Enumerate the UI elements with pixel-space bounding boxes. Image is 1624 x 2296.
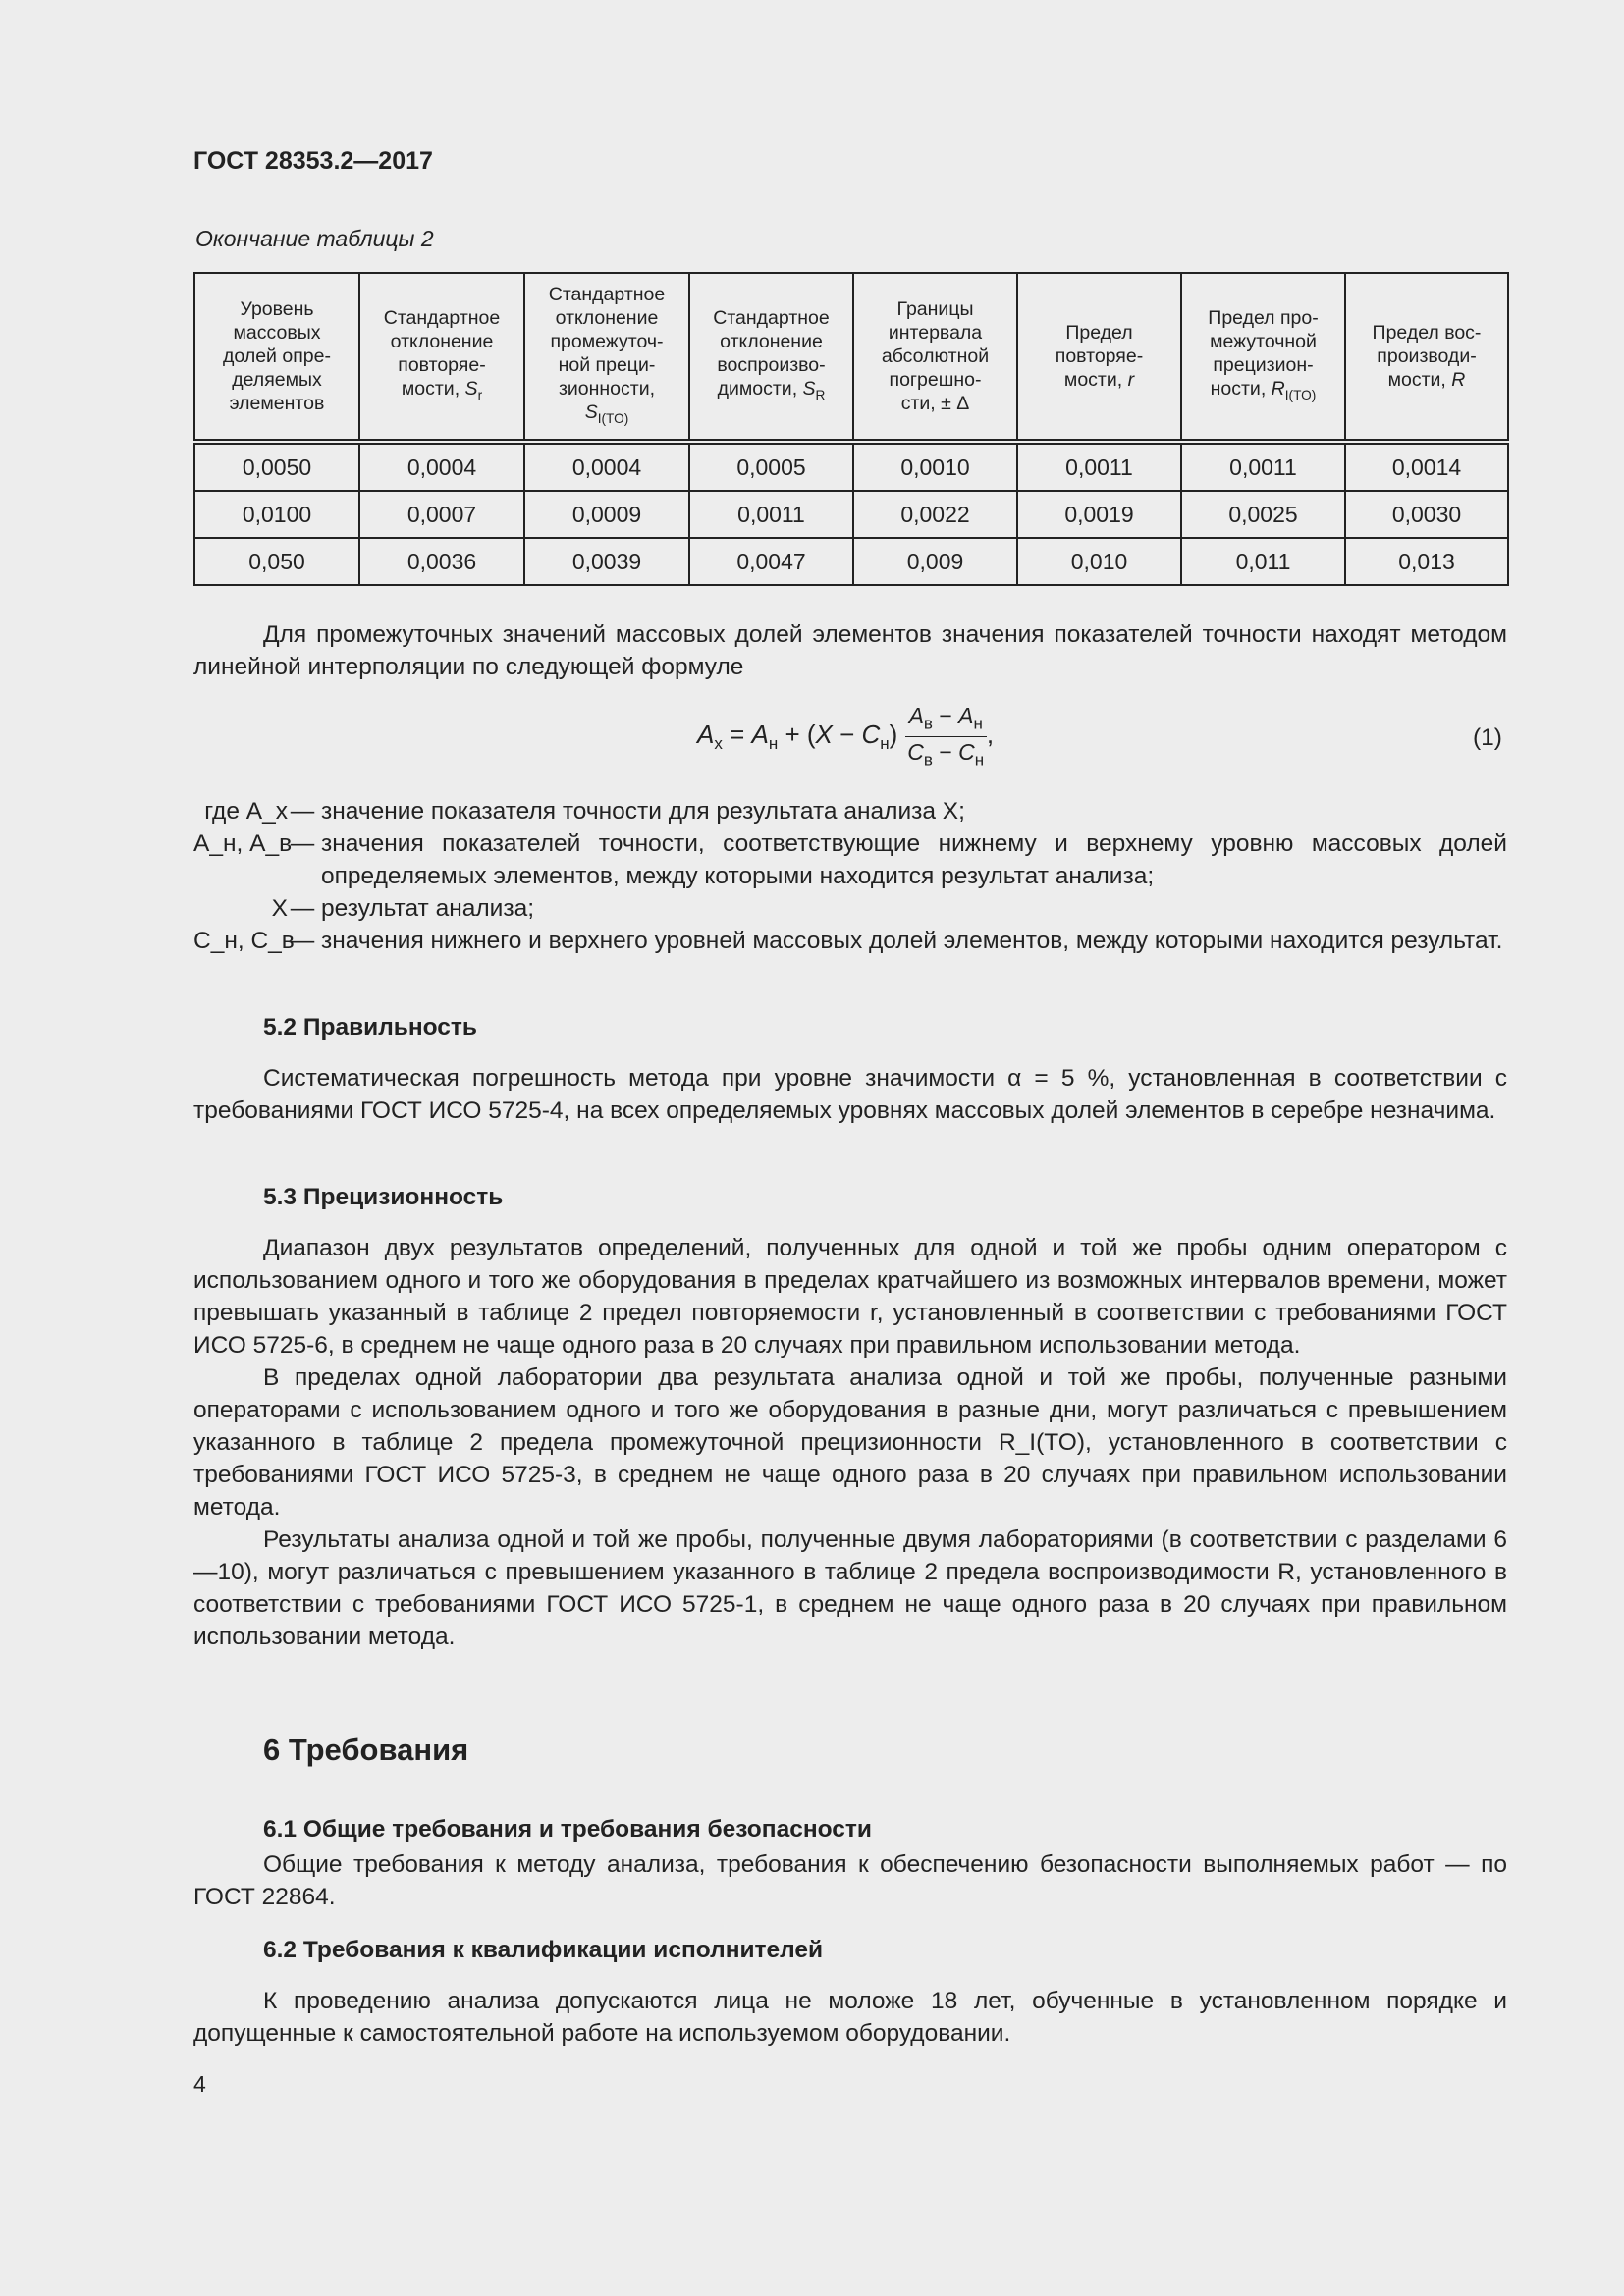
table-cell: 0,011 — [1181, 538, 1345, 585]
intro-paragraph: Для промежуточных значений массовых долей элементов значения показателей точности находят методом линейной интерполяции по следующей формуле — [193, 621, 1507, 680]
precision-table — [193, 272, 1509, 586]
table-cell: 0,0036 — [359, 538, 524, 585]
col-header-level: Уровень массовых долей опре- деляемых элементов — [194, 273, 359, 442]
table-cell: 0,050 — [194, 538, 359, 585]
where-symbol: X — [271, 895, 288, 922]
col-header-sito: Стандартное отклонение промежуточ- ной преци- зионности, $S_{I(TO)}$ — [524, 273, 689, 442]
table-row — [194, 491, 1508, 538]
table-cell: 0,0100 — [194, 491, 359, 538]
section-6-1-text: Общие требования к методу анализа, требования к обеспечению безопасности выполняемых работ — по ГОСТ 22864. — [193, 1851, 1507, 1910]
table-row — [194, 442, 1508, 491]
table-cell: 0,0014 — [1345, 442, 1508, 491]
section-5-3-heading: 5.3 Прецизионность — [263, 1184, 504, 1210]
table-cell: 0,0007 — [359, 491, 524, 538]
col-header-r: Предел повторяе- мости, r — [1017, 273, 1181, 442]
table-cell: 0,0019 — [1017, 491, 1181, 538]
table-cell: 0,0039 — [524, 538, 689, 585]
where-item: где A_x — значение показателя точности для результата анализа X; — [193, 795, 1507, 828]
table-cell: 0,0011 — [689, 491, 853, 538]
table-row — [194, 538, 1508, 585]
formula-fraction: $\frac{A_в - A_н}{C_в - C_н}$ — [905, 703, 987, 770]
table-cell: 0,0005 — [689, 442, 853, 491]
where-list — [193, 795, 1507, 957]
section-5-3-p2: В пределах одной лаборатории два результата анализа одной и той же пробы, полученные разными операторами с использованием одного и того же оборудования в разные дни, могут различаться с превышением указанного в таблице 2 предела промежуточной прецизионности R_I(TO), установленного в соответствии с требованиями ГОСТ ИСО 5725-3, в среднем не чаще одного раза в 20 случаях при правильном использовании метода. — [193, 1364, 1507, 1521]
table-cell: 0,0011 — [1181, 442, 1345, 491]
section-5-3-p1: Диапазон двух результатов определений, полученных для одной и той же пробы одним оператором с использованием одного и того же оборудования в пределах кратчайшего из возможных интервалов времени, может превышать указанный в таблице 2 предел повторяемости r, установленный в соответствии с требованиями ГОСТ ИСО 5725-6, в среднем не чаще одного раза в 20 случаях при правильном использовании метода. — [193, 1235, 1507, 1359]
where-item: X — результат анализа; — [193, 892, 1507, 925]
table-cell: 0,0009 — [524, 491, 689, 538]
table-cell: 0,009 — [853, 538, 1017, 585]
table-cell: 0,0022 — [853, 491, 1017, 538]
table-cell: 0,013 — [1345, 538, 1508, 585]
table-cell: 0,0011 — [1017, 442, 1181, 491]
table-caption: Окончание таблицы 2 — [195, 226, 434, 251]
where-text: значения показателей точности, соответствующие нижнему и верхнему уровню массовых долей определяемых элементов, между которыми находится результат анализа; — [321, 830, 1507, 889]
table-header-row — [194, 273, 1508, 442]
table-cell: 0,0030 — [1345, 491, 1508, 538]
where-item: A_н, A_в — значения показателей точности, соответствующие нижнему и верхнему уровню массовых долей определяемых элементов, между которыми находится результат анализа; — [193, 828, 1507, 892]
col-header-sr: Стандартное отклонение повторяе- мости, $S_r$ — [359, 273, 524, 442]
where-symbol: где A_x — [204, 798, 288, 825]
section-6-2-text: К проведению анализа допускаются лица не моложе 18 лет, обученные в установленном порядке и допущенные к самостоятельной работе на используемом оборудовании. — [193, 1988, 1507, 2047]
table-cell: 0,0004 — [524, 442, 689, 491]
where-symbol: C_н, C_в — [193, 928, 295, 954]
col-header-rito: Предел про- межуточной прецизион- ности, $R_{I(TO)}$ — [1181, 273, 1345, 442]
table-cell: 0,0025 — [1181, 491, 1345, 538]
table-cell: 0,0047 — [689, 538, 853, 585]
section-5-2-text: Систематическая погрешность метода при уровне значимости α = 5 %, установленная в соответствии с требованиями ГОСТ ИСО 5725-4, на всех определяемых уровнях массовых долей элементов в серебре незначима. — [193, 1065, 1507, 1124]
section-5-3-p3: Результаты анализа одной и той же пробы, полученные двумя лабораториями (в соответствии с разделами 6—10), могут различаться с превышением указанного в таблице 2 предела воспроизводимости R, установленного в соответствии с требованиями ГОСТ ИСО 5725-1, в среднем не чаще одного раза в 20 случаях при правильном использовании метода. — [193, 1526, 1507, 1650]
where-text: результат анализа; — [321, 895, 535, 922]
col-header-R: Предел вос- производи- мости, R — [1345, 273, 1508, 442]
section-6-heading: 6 Требования — [263, 1733, 469, 1767]
standard-id: ГОСТ 28353.2—2017 — [193, 147, 433, 175]
where-text: значение показателя точности для результата анализа X; — [321, 798, 965, 825]
where-text: значения нижнего и верхнего уровней массовых долей элементов, между которыми находится результат. — [321, 928, 1503, 954]
col-header-delta: Границы интервала абсолютной погрешно- сти, ± Δ — [853, 273, 1017, 442]
interpolation-formula: $A_x = A_н + (X - C_н)$ $\frac{A_в - A_н}{C_в - C_н}$ , — [697, 703, 995, 770]
section-6-2-heading: 6.2 Требования к квалификации исполнителей — [263, 1937, 824, 1963]
formula-number: (1) — [1473, 724, 1502, 751]
where-item: C_н, C_в — значения нижнего и верхнего уровней массовых долей элементов, между которыми находится результат. — [193, 925, 1507, 957]
table-cell: 0,0010 — [853, 442, 1017, 491]
where-symbol: A_н, A_в — [193, 830, 293, 857]
col-header-sR: Стандартное отклонение воспроизво- димости, $S_R$ — [689, 273, 853, 442]
table-cell: 0,0004 — [359, 442, 524, 491]
table-cell: 0,010 — [1017, 538, 1181, 585]
table-cell: 0,0050 — [194, 442, 359, 491]
section-6-1-heading: 6.1 Общие требования и требования безопасности — [263, 1816, 872, 1842]
section-5-2-heading: 5.2 Правильность — [263, 1014, 477, 1041]
section-5-3-body — [193, 1232, 1507, 1653]
page-number: 4 — [193, 2071, 206, 2097]
